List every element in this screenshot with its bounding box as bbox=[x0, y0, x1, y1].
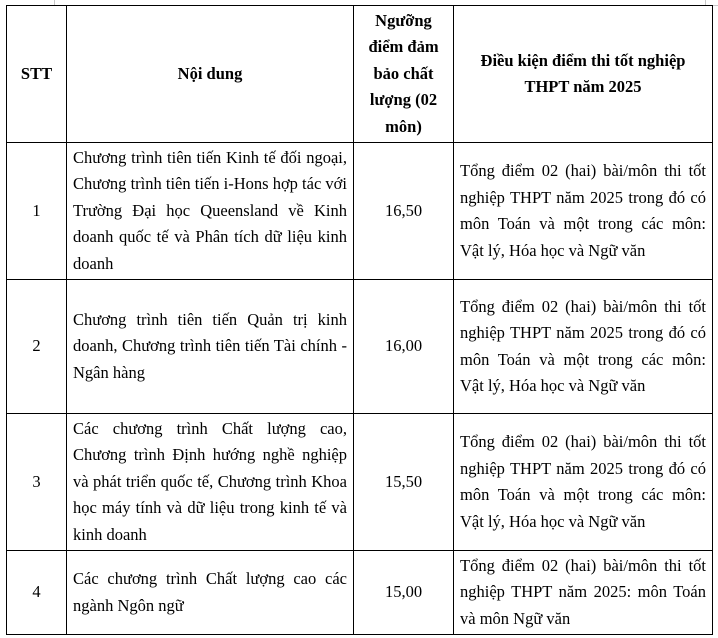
cell-threshold: 15,00 bbox=[354, 551, 454, 635]
table-row bbox=[7, 280, 713, 414]
cell-stt: 4 bbox=[7, 551, 67, 635]
cell-content: Chương trình tiên tiến Kinh tế đối ngoại, Chương trình tiên tiến i-Hons hợp tác với Trường Đại học Queensland về Kinh doanh quốc tế và Phân tích dữ liệu kinh doanh bbox=[67, 143, 354, 280]
cell-content: Các chương trình Chất lượng cao các ngành Ngôn ngữ bbox=[67, 551, 354, 635]
cell-stt: 3 bbox=[7, 414, 67, 551]
cell-threshold: 15,50 bbox=[354, 414, 454, 551]
header-condition: Điều kiện điểm thi tốt nghiệp THPT năm 2025 bbox=[454, 6, 713, 143]
cell-threshold: 16,00 bbox=[354, 280, 454, 414]
header-stt: STT bbox=[7, 6, 67, 143]
cell-condition: Tổng điểm 02 (hai) bài/môn thi tốt nghiệp THPT năm 2025 trong đó có môn Toán và một trong các môn: Vật lý, Hóa học và Ngữ văn bbox=[454, 143, 713, 280]
table-row bbox=[7, 414, 713, 551]
cell-condition: Tổng điểm 02 (hai) bài/môn thi tốt nghiệp THPT năm 2025 trong đó có môn Toán và một trong các môn: Vật lý, Hóa học và Ngữ văn bbox=[454, 414, 713, 551]
table-header-row bbox=[7, 6, 713, 143]
cell-stt: 2 bbox=[7, 280, 67, 414]
header-threshold: Ngưỡng điểm đảm bảo chất lượng (02 môn) bbox=[354, 6, 454, 143]
cell-content: Chương trình tiên tiến Quản trị kinh doanh, Chương trình tiên tiến Tài chính - Ngân hàng bbox=[67, 280, 354, 414]
table-row bbox=[7, 143, 713, 280]
cell-stt: 1 bbox=[7, 143, 67, 280]
cell-condition: Tổng điểm 02 (hai) bài/môn thi tốt nghiệp THPT năm 2025: môn Toán và môn Ngữ văn bbox=[454, 551, 713, 635]
cell-content: Các chương trình Chất lượng cao, Chương trình Định hướng nghề nghiệp và phát triển quốc tế, Chương trình Khoa học máy tính và dữ liệu trong kinh tế và kinh doanh bbox=[67, 414, 354, 551]
cell-condition: Tổng điểm 02 (hai) bài/môn thi tốt nghiệp THPT năm 2025 trong đó có môn Toán và một trong các môn: Vật lý, Hóa học và Ngữ văn bbox=[454, 280, 713, 414]
table-row bbox=[7, 551, 713, 635]
cell-threshold: 16,50 bbox=[354, 143, 454, 280]
header-content: Nội dung bbox=[67, 6, 354, 143]
score-threshold-table bbox=[6, 5, 713, 635]
